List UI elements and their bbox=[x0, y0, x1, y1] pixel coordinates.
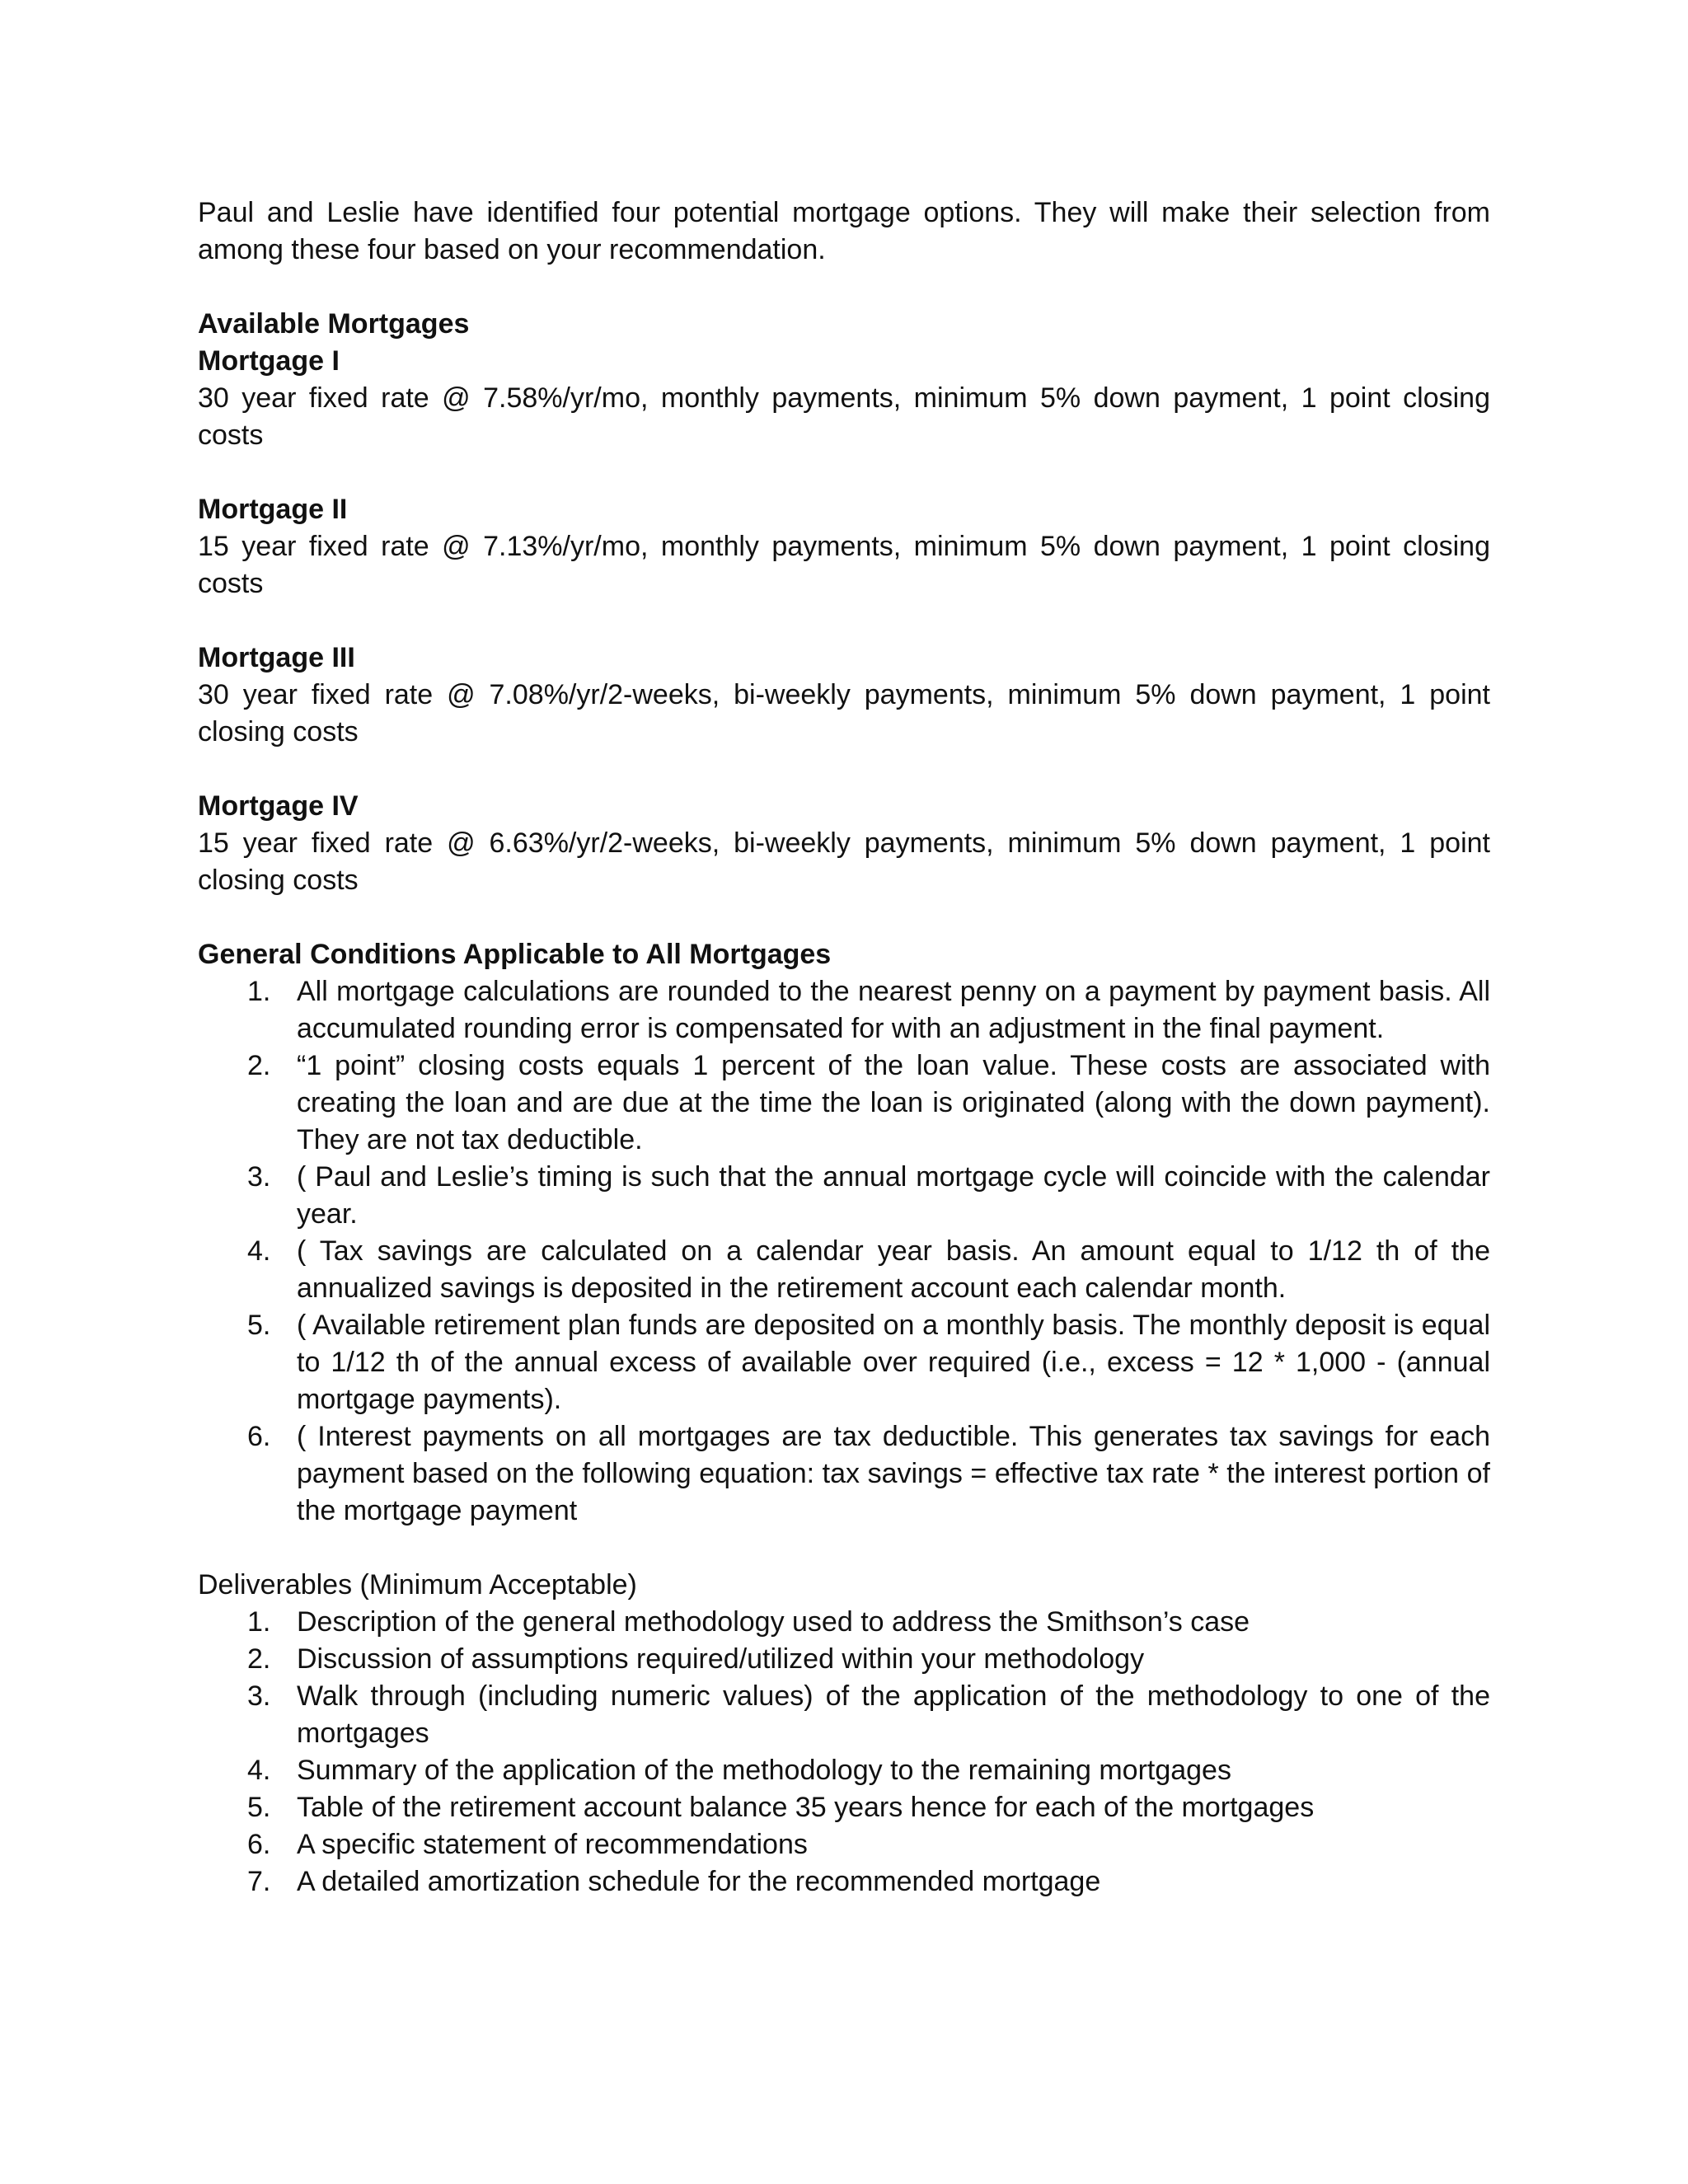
list-text: A specific statement of recommendations bbox=[297, 1829, 808, 1860]
list-number: 6. bbox=[247, 1829, 271, 1860]
list-number: 5. bbox=[247, 1310, 271, 1341]
list-item bbox=[198, 1789, 1490, 1826]
deliverables-heading: Deliverables (Minimum Acceptable) bbox=[198, 1569, 637, 1601]
list-number: 3. bbox=[247, 1161, 271, 1193]
mortgage-4-description: 15 year fixed rate @ 6.63%/yr/2-weeks, bi-weekly payments, minimum 5% down payment, 1 point closing costs bbox=[198, 827, 1490, 896]
list-text: Table of the retirement account balance 35 years hence for each of the mortgages bbox=[297, 1792, 1315, 1823]
list-text: ( Interest payments on all mortgages are tax deductible. This generates tax savings for each payment based on the following equation: tax savings = effective tax rate * the interest portion of the mortgage payment bbox=[297, 1421, 1490, 1526]
list-text: ( Available retirement plan funds are deposited on a monthly basis. The monthly deposit is equal to 1/12 th of the annual excess of available over required (i.e., excess = 12 * 1,000 - (annual mortgage payments). bbox=[297, 1310, 1490, 1415]
list-text: ( Paul and Leslie’s timing is such that the annual mortgage cycle will coincide with the calendar year. bbox=[297, 1161, 1490, 1230]
list-item bbox=[198, 973, 1490, 1047]
list-number: 5. bbox=[247, 1792, 271, 1823]
mortgage-2-description: 15 year fixed rate @ 7.13%/yr/mo, monthly payments, minimum 5% down payment, 1 point closing costs bbox=[198, 531, 1490, 599]
list-number: 4. bbox=[247, 1755, 271, 1786]
mortgage-2-title: Mortgage II bbox=[198, 494, 348, 525]
list-item bbox=[198, 1641, 1490, 1678]
list-text: Description of the general methodology used to address the Smithson’s case bbox=[297, 1606, 1250, 1638]
deliverables-list bbox=[198, 1604, 1490, 1900]
list-item bbox=[198, 1307, 1490, 1418]
list-item bbox=[198, 1678, 1490, 1752]
list-number: 4. bbox=[247, 1235, 271, 1267]
list-text: All mortgage calculations are rounded to the nearest penny on a payment by payment basis. All accumulated rounding error is compensated for with an adjustment in the final payment. bbox=[297, 976, 1490, 1044]
list-item bbox=[198, 1604, 1490, 1641]
spacer bbox=[198, 602, 1490, 640]
list-text: Discussion of assumptions required/utilized within your methodology bbox=[297, 1643, 1145, 1675]
spacer bbox=[198, 269, 1490, 306]
list-item bbox=[198, 1826, 1490, 1863]
general-conditions-list bbox=[198, 973, 1490, 1530]
list-item bbox=[198, 1159, 1490, 1233]
general-conditions-heading: General Conditions Applicable to All Mortgages bbox=[198, 939, 832, 970]
mortgage-3-title: Mortgage III bbox=[198, 642, 355, 673]
list-item bbox=[198, 1233, 1490, 1307]
list-item bbox=[198, 1418, 1490, 1530]
list-item bbox=[198, 1863, 1490, 1900]
spacer bbox=[198, 899, 1490, 936]
document-page bbox=[198, 194, 1490, 1900]
list-number: 2. bbox=[247, 1050, 271, 1081]
list-item bbox=[198, 1047, 1490, 1159]
list-text: Walk through (including numeric values) of the application of the methodology to one of the mortgages bbox=[297, 1680, 1490, 1749]
list-number: 2. bbox=[247, 1643, 271, 1675]
list-text: A detailed amortization schedule for the recommended mortgage bbox=[297, 1866, 1101, 1897]
list-number: 3. bbox=[247, 1680, 271, 1712]
list-text: ( Tax savings are calculated on a calendar year basis. An amount equal to 1/12 th of the annualized savings is deposited in the retirement account each calendar month. bbox=[297, 1235, 1490, 1304]
list-number: 1. bbox=[247, 976, 271, 1007]
mortgage-3-description: 30 year fixed rate @ 7.08%/yr/2-weeks, bi-weekly payments, minimum 5% down payment, 1 point closing costs bbox=[198, 679, 1490, 748]
mortgage-1-title: Mortgage I bbox=[198, 345, 340, 377]
list-number: 1. bbox=[247, 1606, 271, 1638]
spacer bbox=[198, 454, 1490, 491]
list-text: Summary of the application of the methodology to the remaining mortgages bbox=[297, 1755, 1231, 1786]
available-mortgages-heading: Available Mortgages bbox=[198, 308, 470, 340]
intro-paragraph: Paul and Leslie have identified four potential mortgage options. They will make their selection from among these four based on your recommendation. bbox=[198, 197, 1490, 265]
list-item bbox=[198, 1752, 1490, 1789]
spacer bbox=[198, 1530, 1490, 1567]
list-number: 6. bbox=[247, 1421, 271, 1452]
spacer bbox=[198, 751, 1490, 788]
mortgage-1-description: 30 year fixed rate @ 7.58%/yr/mo, monthly payments, minimum 5% down payment, 1 point closing costs bbox=[198, 382, 1490, 451]
list-text: “1 point” closing costs equals 1 percent of the loan value. These costs are associated with creating the loan and are due at the time the loan is originated (along with the down payment). They are not tax deductible. bbox=[297, 1050, 1490, 1155]
mortgage-4-title: Mortgage IV bbox=[198, 790, 359, 822]
list-number: 7. bbox=[247, 1866, 271, 1897]
